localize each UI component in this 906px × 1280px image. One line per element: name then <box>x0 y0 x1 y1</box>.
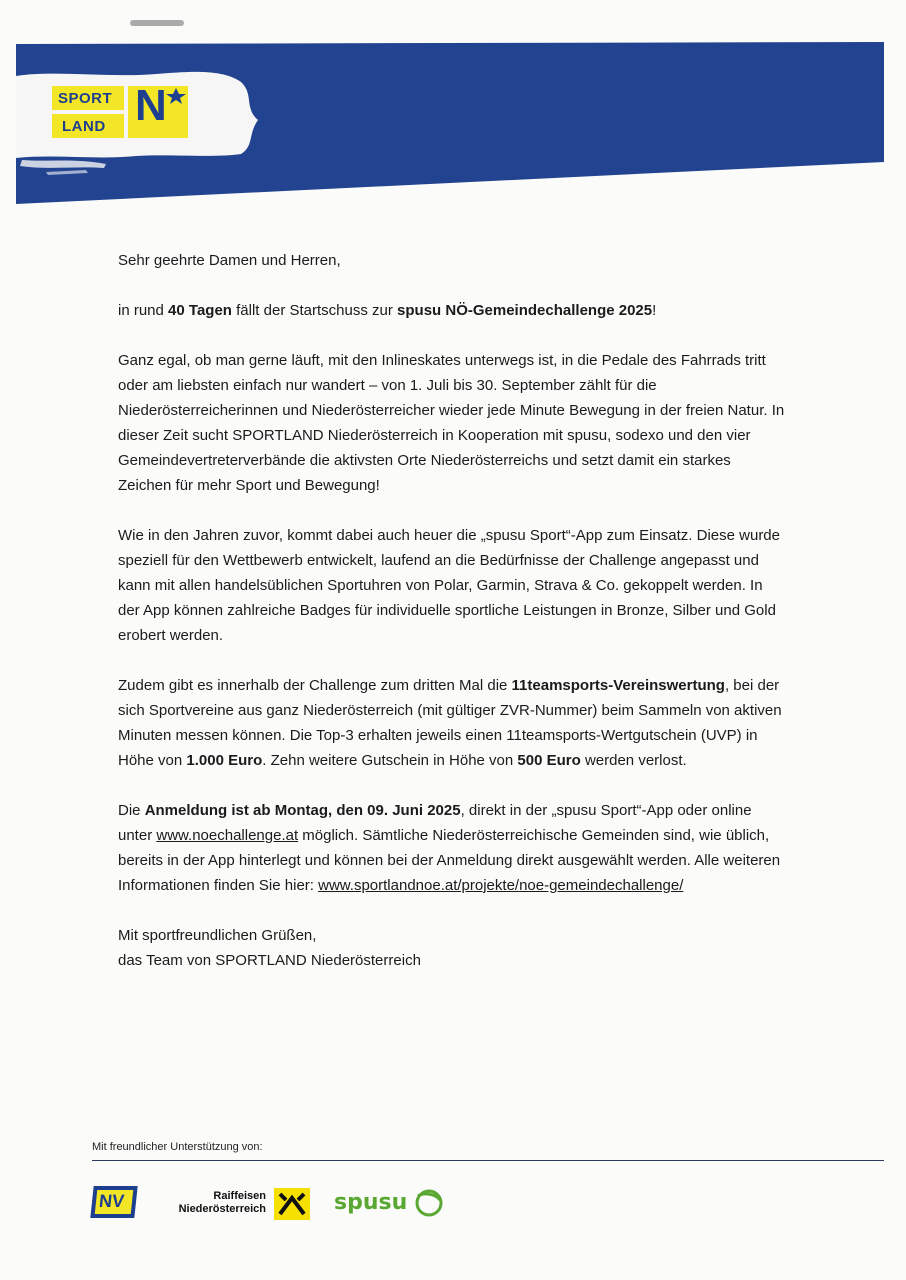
greeting: Sehr geehrte Damen und Herren, <box>118 252 341 269</box>
intro-paragraph: in rund 40 Tagen fällt der Startschuss zur spusu NÖ-Gemeindechallenge 2025! <box>118 302 657 319</box>
sponsor-logos <box>92 1178 492 1228</box>
noechallenge-link[interactable]: www.noechallenge.at <box>156 827 299 844</box>
paragraph-anmeldung: Die Anmeldung ist ab Montag, den 09. Juni 2025, direkt in der „spusu Sport“-App oder online unter www.noechallenge.at möglich. Sämtliche Niederösterreichische Gemeinden sind, wie üblich, bereits in der App hinterlegt und können bei der Anmeldung direkt ausgewählt werden. Alle weiteren Informationen finden Sie hier: www.sportlandnoe.at/projekte/noe-gemeindechallenge/ <box>118 802 781 894</box>
staple-mark <box>130 20 184 26</box>
raiffeisen-logo: Raiffeisen Niederösterreich <box>170 1188 310 1222</box>
paragraph-app: Wie in den Jahren zuvor, kommt dabei auch heuer die „spusu Sport“-App zum Einsatz. Diese wurde speziell für den Wettbewerb entwickelt, laufend an die Bedürfnisse der Challenge angepasst und kann mit allen handelsüblichen Sportuhren von Polar, Garmin, Strava & Co. gekoppelt werden. In der App können zahlreiche Badges für individuelle sportliche Leistungen in Bronze, Silber und Gold erobert werden. <box>118 527 780 644</box>
support-label: Mit freundlicher Unterstützung von: <box>92 1141 263 1153</box>
spusu-logo: spusu <box>334 1186 454 1222</box>
logo-n-mark: N <box>135 81 168 130</box>
closing-line-2: das Team von SPORTLAND Niederösterreich <box>118 952 421 969</box>
logo-land-text: LAND <box>62 118 106 135</box>
closing-line-1: Mit sportfreundlichen Grüßen, <box>118 927 317 944</box>
logo-sport-text: SPORT <box>58 90 113 107</box>
sportlandnoe-link[interactable]: www.sportlandnoe.at/projekte/noe-gemeindechallenge/ <box>318 877 684 894</box>
letter-body <box>118 248 786 973</box>
spusu-ring-icon <box>414 1186 444 1220</box>
paragraph-challenge: Ganz egal, ob man gerne läuft, mit den Inlineskates unterwegs ist, in die Pedale des Fahrrads tritt oder am liebsten einfach nur wandert – von 1. Juli bis 30. September zählt für die Niederösterreicherinnen und Niederösterreicher wieder jede Minute Bewegung in der freien Natur. In dieser Zeit sucht SPORTLAND Niederösterreich in Kooperation mit spusu, sodexo und den vier Gemeindevertreterverbände die aktivsten Orte Niederösterreichs und setzt damit ein starkes Zeichen für mehr Sport und Bewegung! <box>118 352 785 494</box>
paragraph-vereinswertung: Zudem gibt es innerhalb der Challenge zum dritten Mal die 11teamsports-Vereinswertung, bei der sich Sportvereine aus ganz Niederösterreich (mit gültiger ZVR-Nummer) beim Sammeln von aktiven Minuten messen können. Die Top-3 erhalten jeweils einen 11teamsports-Wertgutschein (UVP) in Höhe von 1.000 Euro. Zehn weitere Gutschein in Höhe von 500 Euro werden verlost. <box>118 677 782 769</box>
raiffeisen-gable-icon <box>274 1188 310 1220</box>
footer-divider <box>92 1160 884 1161</box>
nv-logo: NV <box>90 1186 137 1218</box>
